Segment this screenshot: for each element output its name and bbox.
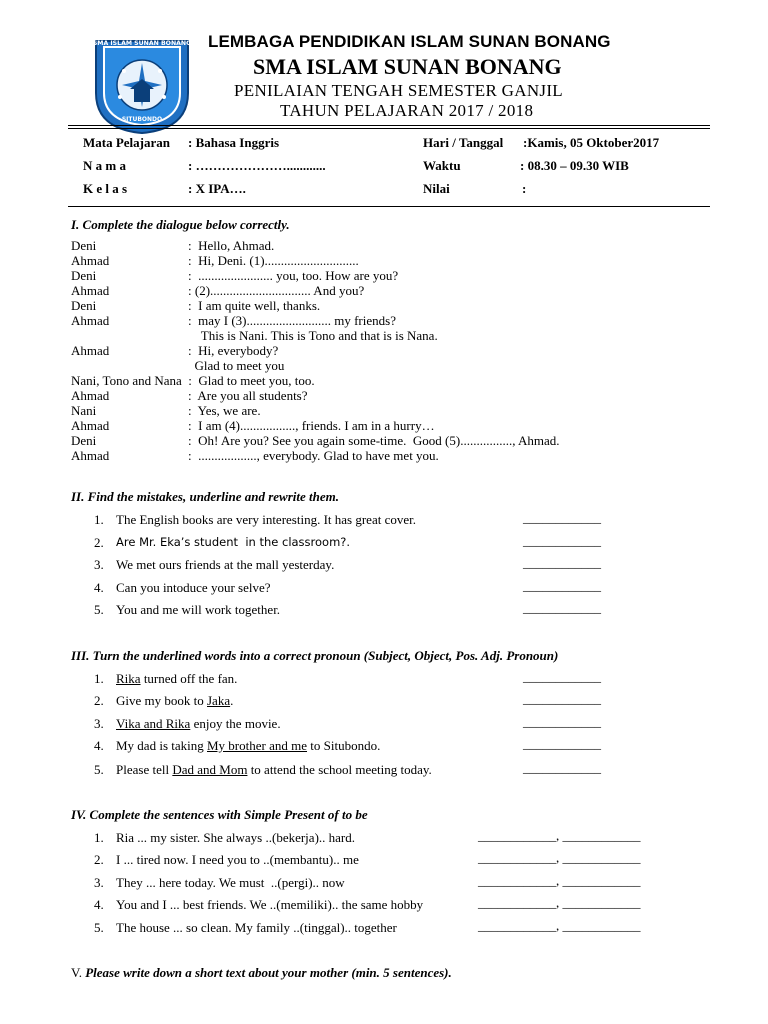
dialogue-line	[71, 373, 315, 388]
item-number: 2.	[94, 693, 104, 708]
name-label: N a m a	[83, 158, 126, 173]
item-number: 2.	[94, 535, 104, 550]
dialogue-speaker: Ahmad	[71, 343, 110, 358]
answer-blank[interactable]: ____________	[523, 555, 601, 570]
underlined-words: Jaka	[207, 693, 231, 708]
dialogue-text: : ....................... you, too. How are you?	[188, 268, 399, 283]
pronoun-sentence	[116, 762, 432, 778]
dialogue-line	[71, 328, 438, 343]
answer-blank[interactable]: ____________	[523, 600, 601, 615]
class-label: K e l a s	[83, 181, 128, 196]
dialogue-text: : Are you all students?	[188, 388, 308, 403]
dialogue-line	[71, 358, 284, 373]
dialogue-line	[71, 238, 274, 253]
dialogue-speaker: Ahmad	[71, 283, 110, 298]
section5-prefix: V.	[71, 965, 86, 980]
dialogue-text: : Hi, everybody?	[188, 343, 279, 358]
dialogue-text: : (2)............................... And you?	[188, 283, 365, 298]
dialogue-line	[71, 343, 278, 358]
item-number: 4.	[94, 580, 104, 595]
underlined-words: Rika	[116, 671, 141, 686]
sentence-post: to Situbondo.	[307, 738, 381, 753]
logo-top-text: SMA ISLAM SUNAN BONANG	[92, 40, 192, 47]
mistake-sentence: Can you intoduce your selve?	[116, 580, 271, 595]
section2-title: II. Find the mistakes, underline and rewrite them.	[71, 489, 339, 504]
item-number: 3.	[94, 557, 104, 572]
dialogue-text: Glad to meet you	[188, 358, 285, 373]
item-number: 5.	[94, 762, 104, 777]
dialogue-text: : Hello, Ahmad.	[188, 238, 275, 253]
answer-blank[interactable]: ____________	[523, 714, 601, 729]
section4-title: IV. Complete the sentences with Simple Present of to be	[71, 807, 368, 822]
item-number: 3.	[94, 716, 104, 731]
to-be-sentence: Ria ... my sister. She always ..(bekerja).. hard.	[116, 830, 355, 845]
answer-blank[interactable]: ____________	[523, 691, 601, 706]
dialogue-text: : Oh! Are you? See you again some-time. Good (5)................, Ahmad.	[188, 433, 560, 448]
dialogue-text: : Hi, Deni. (1).............................	[188, 253, 359, 268]
institution-name: LEMBAGA PENDIDIKAN ISLAM SUNAN BONANG	[208, 32, 611, 51]
answer-blank-pair[interactable]: ____________, ____________	[478, 828, 641, 843]
dialogue-speaker: Deni	[71, 433, 97, 448]
sentence-post: turned off the fan.	[140, 671, 238, 686]
header-divider-thin	[68, 128, 710, 129]
item-number: 5.	[94, 602, 104, 617]
sentence-post: .	[230, 693, 234, 708]
underlined-words: Vika and Rika	[116, 716, 191, 731]
section3-title: III. Turn the underlined words into a correct pronoun (Subject, Object, Pos. Adj. Pronoun)	[71, 648, 559, 663]
info-divider	[68, 206, 710, 207]
dialogue-line	[71, 268, 398, 283]
day-label: Hari / Tanggal	[423, 135, 504, 150]
item-number: 1.	[94, 830, 104, 845]
answer-blank-pair[interactable]: ____________, ____________	[478, 895, 641, 910]
pronoun-sentence	[116, 693, 233, 709]
section5-title	[71, 965, 452, 981]
dialogue-line	[71, 298, 320, 313]
time-label: Waktu	[423, 158, 461, 173]
dialogue-line	[71, 433, 560, 448]
to-be-sentence: They ... here today. We must ..(pergi).. now	[116, 875, 345, 890]
item-number: 1.	[94, 671, 104, 686]
dialogue-text: : may I (3).......................... my friends?	[188, 313, 396, 328]
dialogue-text: : Glad to meet you, too.	[181, 373, 315, 388]
time-value: : 08.30 – 09.30 WIB	[520, 158, 629, 173]
dialogue-line	[71, 283, 364, 298]
name-value: : …………………............	[188, 158, 326, 173]
answer-blank[interactable]: ____________	[523, 578, 601, 593]
to-be-sentence: You and I ... best friends. We ..(memiliki).. the same hobby	[116, 897, 424, 912]
sentence-pre: Give my book to	[116, 693, 207, 708]
to-be-sentence: The house ... so clean. My family ..(tinggal).. together	[116, 920, 397, 935]
item-number: 1.	[94, 512, 104, 527]
mistake-sentence: The English books are very interesting. It has great cover.	[116, 512, 416, 527]
dialogue-line	[71, 388, 308, 403]
dialogue-line	[71, 253, 359, 268]
score-label: Nilai	[423, 181, 450, 196]
dialogue-text: : Yes, we are.	[188, 403, 261, 418]
sentence-post: to attend the school meeting today.	[247, 762, 432, 777]
item-number: 2.	[94, 852, 104, 867]
answer-blank[interactable]: ____________	[523, 669, 601, 684]
dialogue-speaker: Ahmad	[71, 418, 110, 433]
mistake-sentence: You and me will work together.	[116, 602, 281, 617]
dialogue-line	[71, 448, 439, 463]
score-value: :	[522, 181, 527, 196]
logo-bottom-text: SITUBONDO	[121, 116, 163, 123]
exam-title: PENILAIAN TENGAH SEMESTER GANJIL	[234, 81, 563, 100]
item-number: 5.	[94, 920, 104, 935]
pronoun-sentence	[116, 671, 237, 687]
dialogue-line	[71, 313, 396, 328]
answer-blank-pair[interactable]: ____________, ____________	[478, 850, 641, 865]
sentence-pre: My dad is taking	[116, 738, 207, 753]
header-divider	[68, 125, 710, 126]
answer-blank-pair[interactable]: ____________, ____________	[478, 873, 641, 888]
mistake-sentence: Are Mr. Eka’s student in the classroom?.	[116, 535, 351, 549]
dialogue-speaker: Ahmad	[71, 253, 110, 268]
item-number: 4.	[94, 738, 104, 753]
dialogue-line	[71, 418, 435, 433]
underlined-words: Dad and Mom	[172, 762, 248, 777]
section1-title: I. Complete the dialogue below correctly.	[71, 217, 290, 232]
dialogue-text: : I am (4)................., friends. I am in a hurry…	[188, 418, 435, 433]
to-be-sentence: I ... tired now. I need you to ..(membantu).. me	[116, 852, 359, 867]
sentence-post: enjoy the movie.	[190, 716, 281, 731]
underlined-words: My brother and me	[207, 738, 308, 753]
dialogue-text: : .................., everybody. Glad to have met you.	[188, 448, 439, 463]
pronoun-sentence	[116, 738, 380, 754]
dialogue-speaker: Deni	[71, 298, 97, 313]
subject-label: Mata Pelajaran	[83, 135, 171, 150]
dialogue-speaker: Nani	[71, 403, 97, 418]
item-number: 4.	[94, 897, 104, 912]
mistake-sentence: We met ours friends at the mall yesterday.	[116, 557, 335, 572]
academic-year: TAHUN PELAJARAN 2017 / 2018	[280, 101, 534, 120]
answer-blank[interactable]: ____________	[523, 760, 601, 775]
school-logo	[90, 33, 194, 135]
dialogue-speaker: Ahmad	[71, 313, 110, 328]
dialogue-speaker: Ahmad	[71, 448, 110, 463]
answer-blank[interactable]: ____________	[523, 736, 601, 751]
day-value: :Kamis, 05 Oktober2017	[523, 135, 660, 150]
dialogue-line	[71, 403, 261, 418]
dialogue-text: : I am quite well, thanks.	[188, 298, 321, 313]
answer-blank[interactable]: ____________	[523, 533, 601, 548]
pronoun-sentence	[116, 716, 281, 732]
dialogue-speaker: Deni	[71, 268, 97, 283]
dialogue-speaker: Nani, Tono and Nana	[71, 373, 182, 388]
class-value: : X IPA….	[188, 181, 246, 196]
section5-text: Please write down a short text about your mother (min. 5 sentences).	[85, 965, 452, 980]
subject-value: : Bahasa Inggris	[188, 135, 280, 150]
dialogue-speaker: Deni	[71, 238, 97, 253]
answer-blank-pair[interactable]: ____________, ____________	[478, 918, 641, 933]
item-number: 3.	[94, 875, 104, 890]
dialogue-speaker: Ahmad	[71, 388, 110, 403]
school-name: SMA ISLAM SUNAN BONANG	[253, 54, 562, 79]
dialogue-text: This is Nani. This is Tono and that is is Nana.	[188, 328, 438, 343]
sentence-pre: Please tell	[116, 762, 173, 777]
answer-blank[interactable]: ____________	[523, 510, 601, 525]
